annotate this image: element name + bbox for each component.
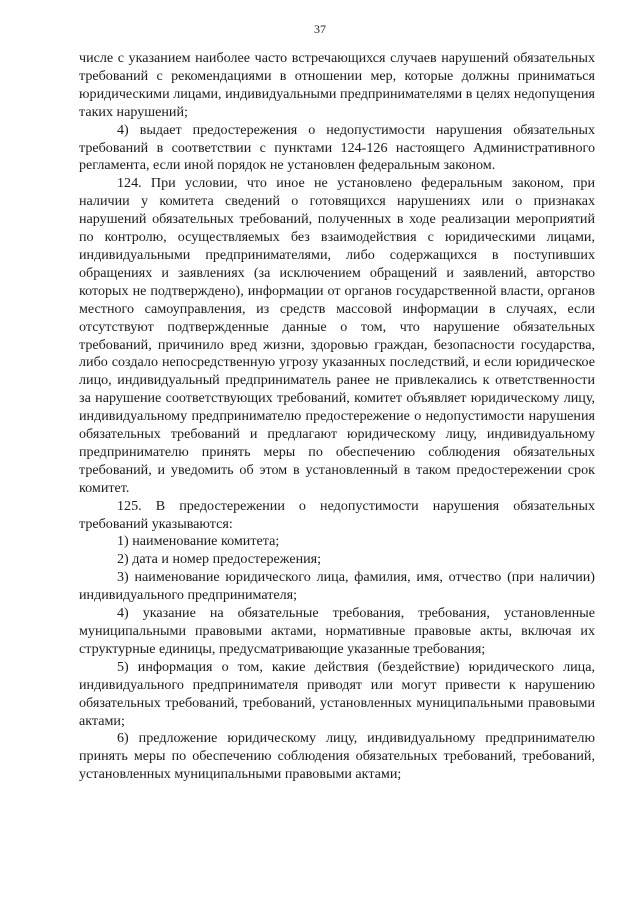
list-item-4: 4) указание на обязательные требования, требования, установленные муниципальными правовыми актами, нормативные правовые акты, включая их структурные единицы, предусматривающие указанные требования; — [79, 605, 595, 657]
list-item-2: 2) дата и номер предостережения; — [117, 551, 322, 568]
paragraph-continuation: числе с указанием наиболее часто встречающихся случаев нарушений обязательных требований с рекомендациями в отношении мер, которые должны приниматься юридическими лицами, индивидуальными предпринимателями в целях недопущения таких нарушений; — [79, 50, 595, 120]
list-item-1: 1) наименование комитета; — [117, 533, 280, 550]
list-item-5: 5) информация о том, какие действия (бездействие) юридического лица, индивидуального предпринимателя приводят или могут привести к нарушению обязательных требований, требований, установленных муниципальными правовыми актами; — [79, 658, 595, 729]
paragraph-item-4: 4) выдает предостережения о недопустимости нарушения обязательных требований в соответствии с пунктами 124-126 настоящего Административного регламента, если иной порядок не установлен федеральным законом. — [79, 121, 595, 174]
document-body — [79, 50, 595, 784]
page-number: 37 — [314, 22, 326, 36]
list-item-3: 3) наименование юридического лица, фамилия, имя, отчество (при наличии) индивидуального предпринимателя; — [79, 569, 595, 604]
list-item-6: 6) предложение юридическому лицу, индивидуальному предпринимателю принять меры по обеспечению соблюдения обязательных требований, требований, установленных муниципальными правовыми актами; — [79, 730, 595, 783]
paragraph-125: 125. В предостережении о недопустимости нарушения обязательных требований указываются: — [79, 497, 595, 532]
paragraph-124: 124. При условии, что иное не установлено федеральным законом, при наличии у комитета сведений о готовящихся нарушениях или о признаках нарушений обязательных требований, полученных в ходе реализации мероприятий по контролю, осуществляемых без взаимодействия с юридическими лицами, индивидуальными предпринимателями, либо содержащихся в поступивших обращениях и заявлениях (за исключением обращений и заявлений, авторство которых не подтверждено), информации от органов государственной власти, органов местного самоуправления, из средств массовой информации в случаях, если отсутствуют подтвержденные данные о том, что нарушение обязательных требований, причинило вред жизни, здоровью граждан, безопасности государства, либо создало непосредственную угрозу указанных последствий, и если юридическое лицо, индивидуальный предприниматель ранее не привлекались к ответственности за нарушение соответствующих требований, комитет объявляет юридическому лицу, индивидуальному предпринимателю предостережение о недопустимости нарушения обязательных требований и предлагают юридическому лицу, индивидуальному предпринимателю принять меры по обеспечению соблюдения обязательных требований, и уведомить об этом в установленный в таком предостережении срок комитет. — [79, 175, 595, 496]
